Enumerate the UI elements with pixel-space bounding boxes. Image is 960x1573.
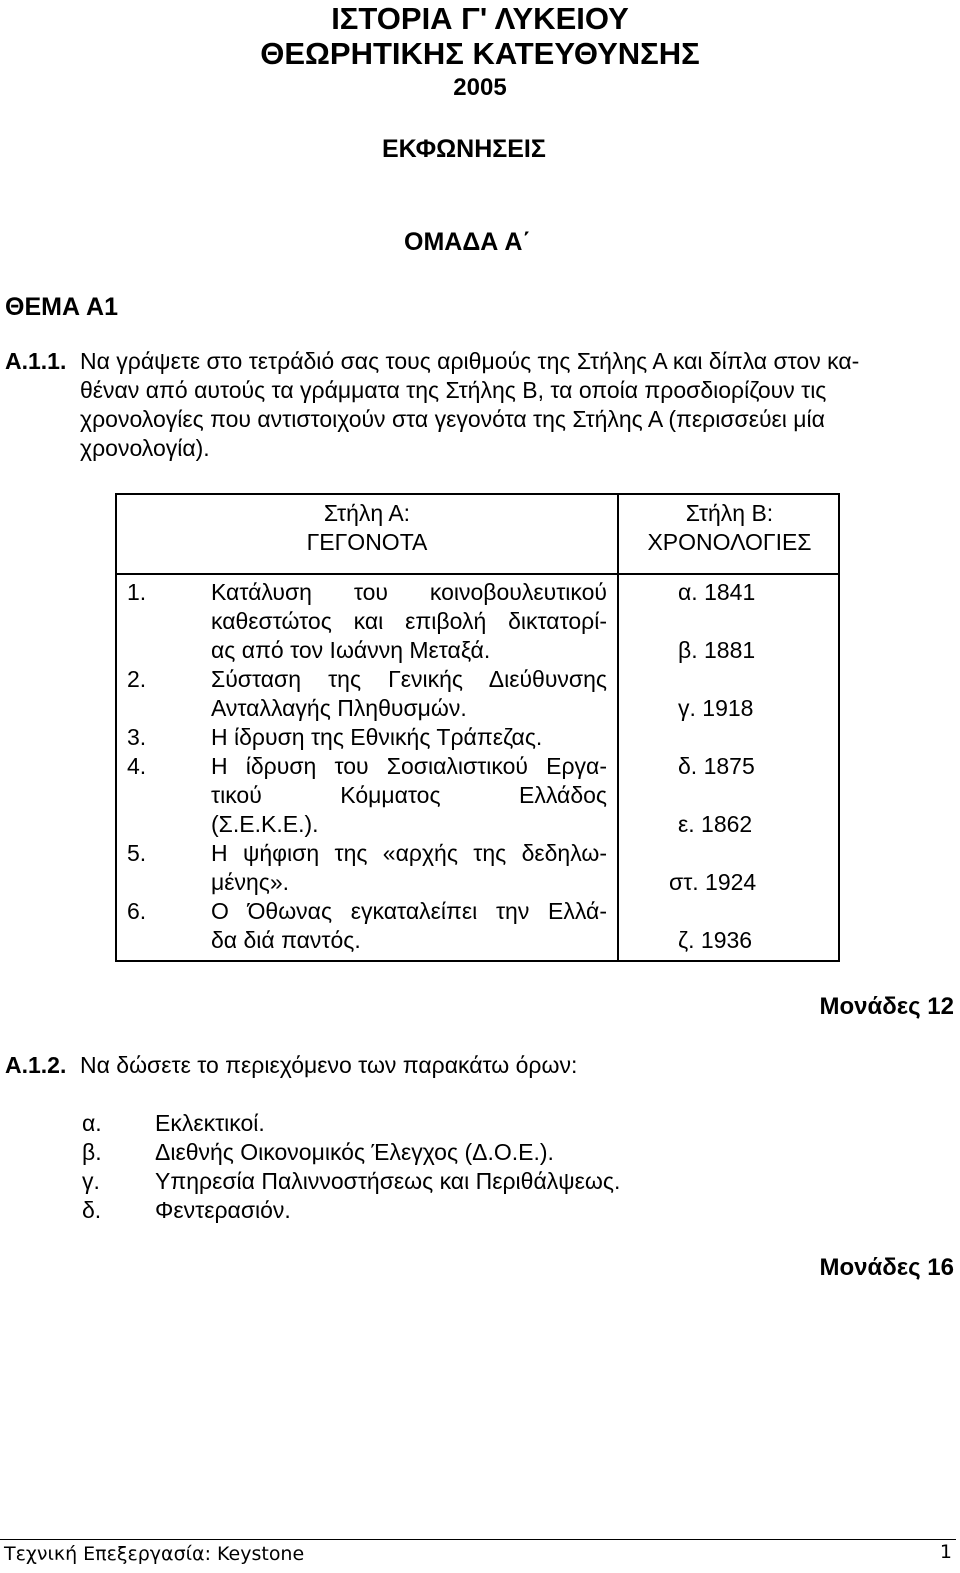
date-option: στ. 1924 <box>669 869 757 895</box>
date-option: δ. 1875 <box>678 753 755 779</box>
group-heading: ΟΜΑΔΑ Α΄ <box>404 228 531 256</box>
table-column-divider <box>617 495 619 960</box>
column-b-header-line2: ΧΡΟΝΟΛΟΓΙΕΣ <box>647 529 812 555</box>
event-text-line: δα διά παντός. <box>211 927 361 953</box>
event-text-line: ας από τον Ιωάννη Μεταξά. <box>211 637 491 663</box>
term-letter: β. <box>82 1139 102 1165</box>
question1-label: Α.1.1. <box>5 348 67 374</box>
question1-line-2: θέναν από αυτούς τα γράμματα της Στήλης Β, τα οποία προσδιορίζουν τις <box>80 377 827 403</box>
event-text-line: Η ίδρυση του Σοσιαλιστικού Εργα- <box>211 753 607 779</box>
event-text-line: Ανταλλαγής Πληθυσμών. <box>211 695 467 721</box>
term-text: Υπηρεσία Παλιννοστήσεως και Περιθάλψεως. <box>155 1168 621 1194</box>
term-text: Εκλεκτικοί. <box>155 1110 265 1136</box>
matching-table <box>115 493 840 962</box>
event-text-line: Ο Όθωνας εγκαταλείπει την Ελλά- <box>211 898 607 924</box>
document-title-line1: ΙΣΤΟΡΙΑ Γ' ΛΥΚΕΙΟΥ <box>331 1 629 36</box>
date-option: ε. 1862 <box>678 811 753 837</box>
event-text-line: Κατάλυση του κοινοβουλευτικού <box>211 579 607 605</box>
document-title-line2: ΘΕΩΡΗΤΙΚΗΣ ΚΑΤΕΥΘΥΝΣΗΣ <box>260 36 700 71</box>
term-text: Φεντερασιόν. <box>155 1197 291 1223</box>
question1-line-3: χρονολογίες που αντιστοιχούν στα γεγονότα της Στήλης Α (περισσεύει μία <box>80 406 825 432</box>
question1-line-4: χρονολογία). <box>80 435 210 461</box>
event-number: 2. <box>127 666 147 692</box>
event-text-line: Η ίδρυση της Εθνικής Τράπεζας. <box>211 724 543 750</box>
event-text-line: (Σ.Ε.Κ.Ε.). <box>211 811 319 837</box>
term-letter: δ. <box>82 1197 102 1223</box>
question2-label: Α.1.2. <box>5 1052 67 1078</box>
table-header-divider <box>117 573 838 575</box>
column-a-header <box>117 499 617 557</box>
event-number: 4. <box>127 753 147 779</box>
event-text-line: Η ψήφιση της «αρχής της δεδηλω- <box>211 840 607 866</box>
question2-points: Μονάδες 16 <box>819 1254 954 1281</box>
date-option: α. 1841 <box>678 579 756 605</box>
term-letter: γ. <box>82 1168 100 1194</box>
column-b-header <box>619 499 840 557</box>
event-text-line: τικού Κόμματος Ελλάδος <box>211 782 607 808</box>
date-option: γ. 1918 <box>678 695 754 721</box>
column-b-header-line1: Στήλη Β: <box>685 500 774 526</box>
event-text-line: καθεστώτος και επιβολή δικτατορί- <box>211 608 607 634</box>
date-option: β. 1881 <box>678 637 756 663</box>
document-year: 2005 <box>453 74 507 101</box>
question2-text: Να δώσετε το περιεχόμενο των παρακάτω όρων: <box>80 1052 578 1078</box>
event-number: 5. <box>127 840 147 866</box>
term-text: Διεθνής Οικονομικός Έλεγχος (Δ.Ο.Ε.). <box>155 1139 554 1165</box>
question1-points: Μονάδες 12 <box>819 993 954 1020</box>
date-option: ζ. 1936 <box>678 927 753 953</box>
column-a-header-line1: Στήλη Α: <box>323 500 411 526</box>
question1-block <box>5 347 66 376</box>
event-text-line: Σύσταση της Γενικής Διεύθυνσης <box>211 666 607 692</box>
event-text-line: μένης». <box>211 869 290 895</box>
term-letter: α. <box>82 1110 102 1136</box>
event-number: 3. <box>127 724 147 750</box>
theme-title: ΘΕΜΑ Α1 <box>5 293 118 321</box>
question1-line-1: Να γράψετε στο τετράδιό σας τους αριθμούς της Στήλης Α και δίπλα στον κα- <box>80 348 860 374</box>
footer-divider <box>0 1539 956 1540</box>
event-number: 1. <box>127 579 147 605</box>
column-a-header-line2: ΓΕΓΟΝΟΤΑ <box>306 529 428 555</box>
event-number: 6. <box>127 898 147 924</box>
footer-credit: Τεχνική Επεξεργασία: Keystone <box>4 1543 305 1565</box>
page-number: 1 <box>939 1541 952 1563</box>
section-heading: ΕΚΦΩΝΗΣΕΙΣ <box>382 135 546 163</box>
